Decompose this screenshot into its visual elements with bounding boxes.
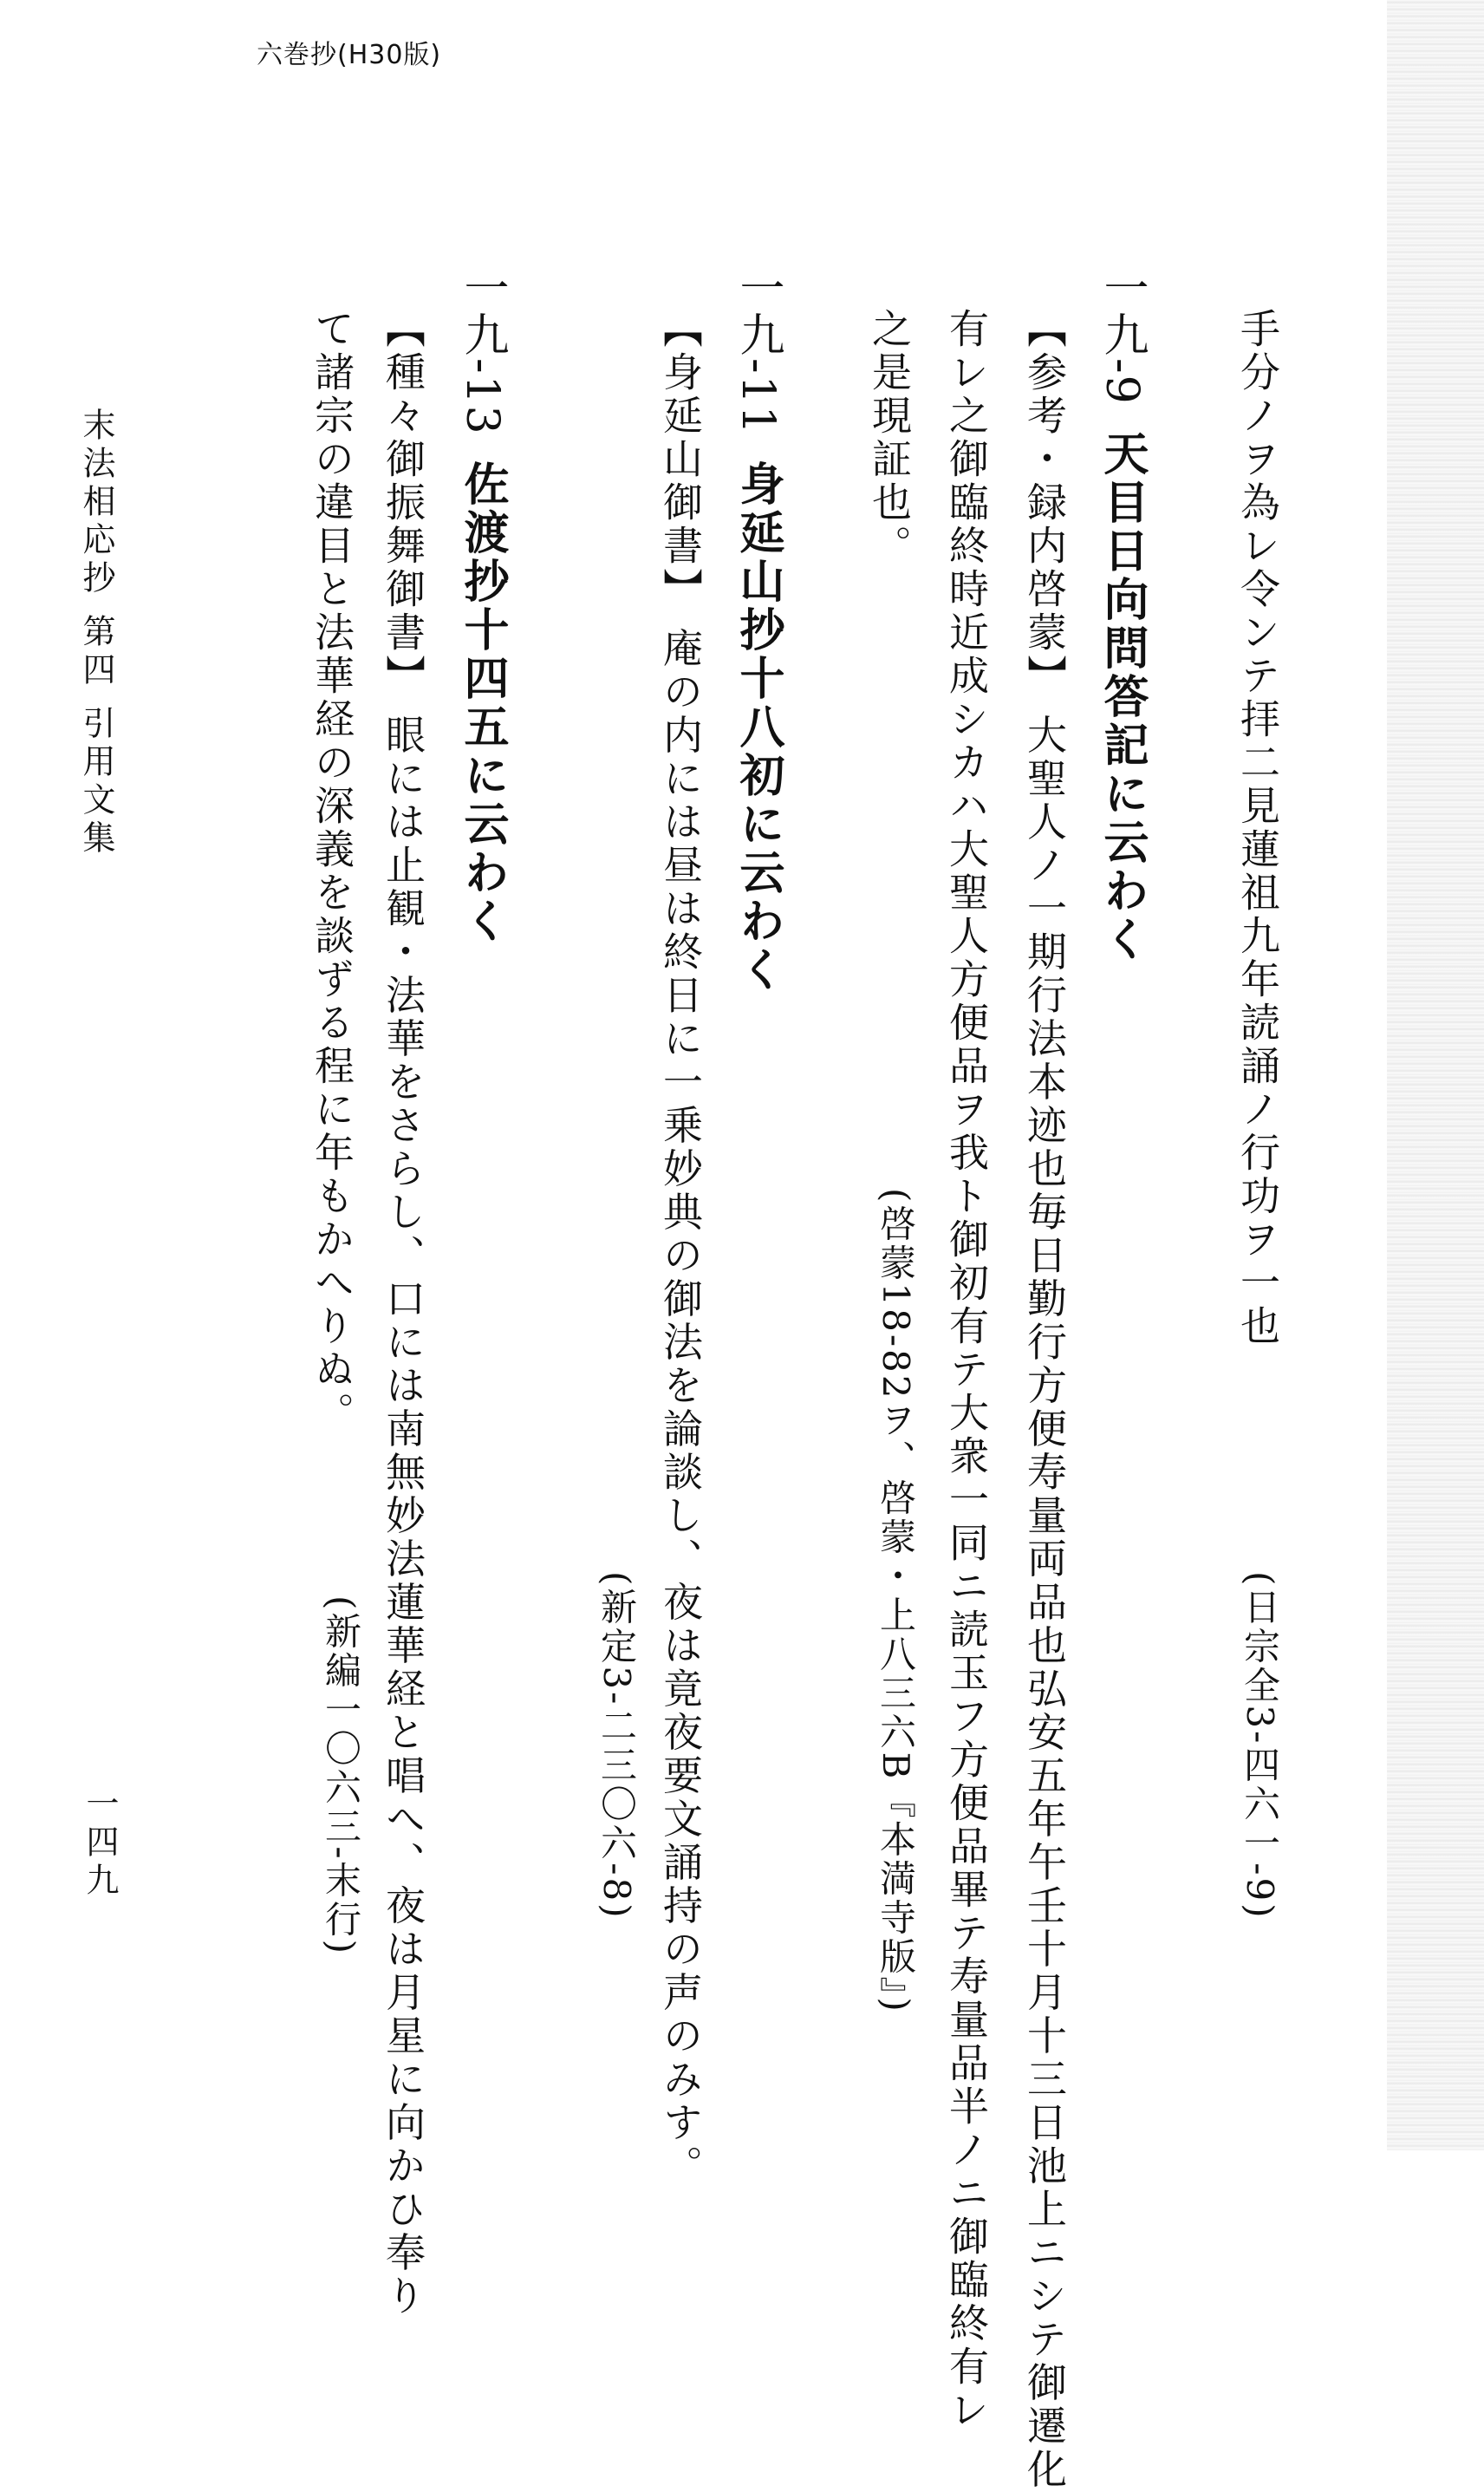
section-title: 佐渡抄十四五に云わく — [456, 460, 508, 946]
quote-line: 【身延山御書】 庵の内には昼は終日に一乗妙典の御法を論談し、夜は竟夜要文誦持の声のみす。 — [657, 308, 704, 2189]
page-number: 一四九 — [81, 1786, 119, 1901]
quote-line: 之是現証也。 — [866, 308, 913, 568]
section-number: 一九-13 — [456, 264, 508, 436]
quote-line: 【種々御振舞御書】 眼には止観・法華をさらし、口には南無妙法蓮華経と唱へ、夜は月星に向かひ奉り — [380, 308, 426, 2319]
section-heading — [456, 264, 508, 946]
scan-edge-texture — [1387, 0, 1484, 2150]
book-title-footer: 末法相応抄 第四 引用文集 — [77, 408, 115, 859]
quote-line: 有レ之御臨終時近成シカハ大聖人方便品ヲ我ト御初有テ大衆一同ニ読玉フ方便品畢テ寿量品半ノニ御臨終有レ — [943, 308, 990, 2432]
quote-line: 【参考・録内啓蒙】 大聖人ノ一期行法本迹也毎日勤行方便寿量両品也弘安五年午壬十月十三日池上ニシテ御遷化 — [1021, 308, 1068, 2492]
continued-text: 手分ノヲ為レ令ンテ拝二見蓮祖九年読誦ノ行功ヲ一也 — [1234, 308, 1281, 1348]
section-citation: (新編一〇六三-末行) — [320, 1595, 362, 1956]
section-title: 天目日向問答記に云わく — [1096, 429, 1148, 964]
section-number: 一九-9 — [1096, 264, 1148, 406]
section-citation: (啓蒙18-82ヲ、啓蒙・上八三六B『本満寺版』) — [875, 1188, 917, 2014]
section-heading — [1096, 264, 1148, 964]
section-citation: (新定3-二三〇六-8) — [596, 1571, 638, 1921]
page-header: 六巻抄(H30版) — [257, 40, 442, 70]
quote-line: て諸宗の違目と法華経の深義を談ずる程に年もかへりぬ。 — [309, 308, 355, 1435]
continued-citation: (日宗全3-四六一-9) — [1239, 1571, 1281, 1921]
section-heading — [732, 264, 784, 995]
section-title: 身延山抄十八初に云わく — [732, 460, 784, 995]
section-number: 一九-11 — [732, 264, 784, 436]
